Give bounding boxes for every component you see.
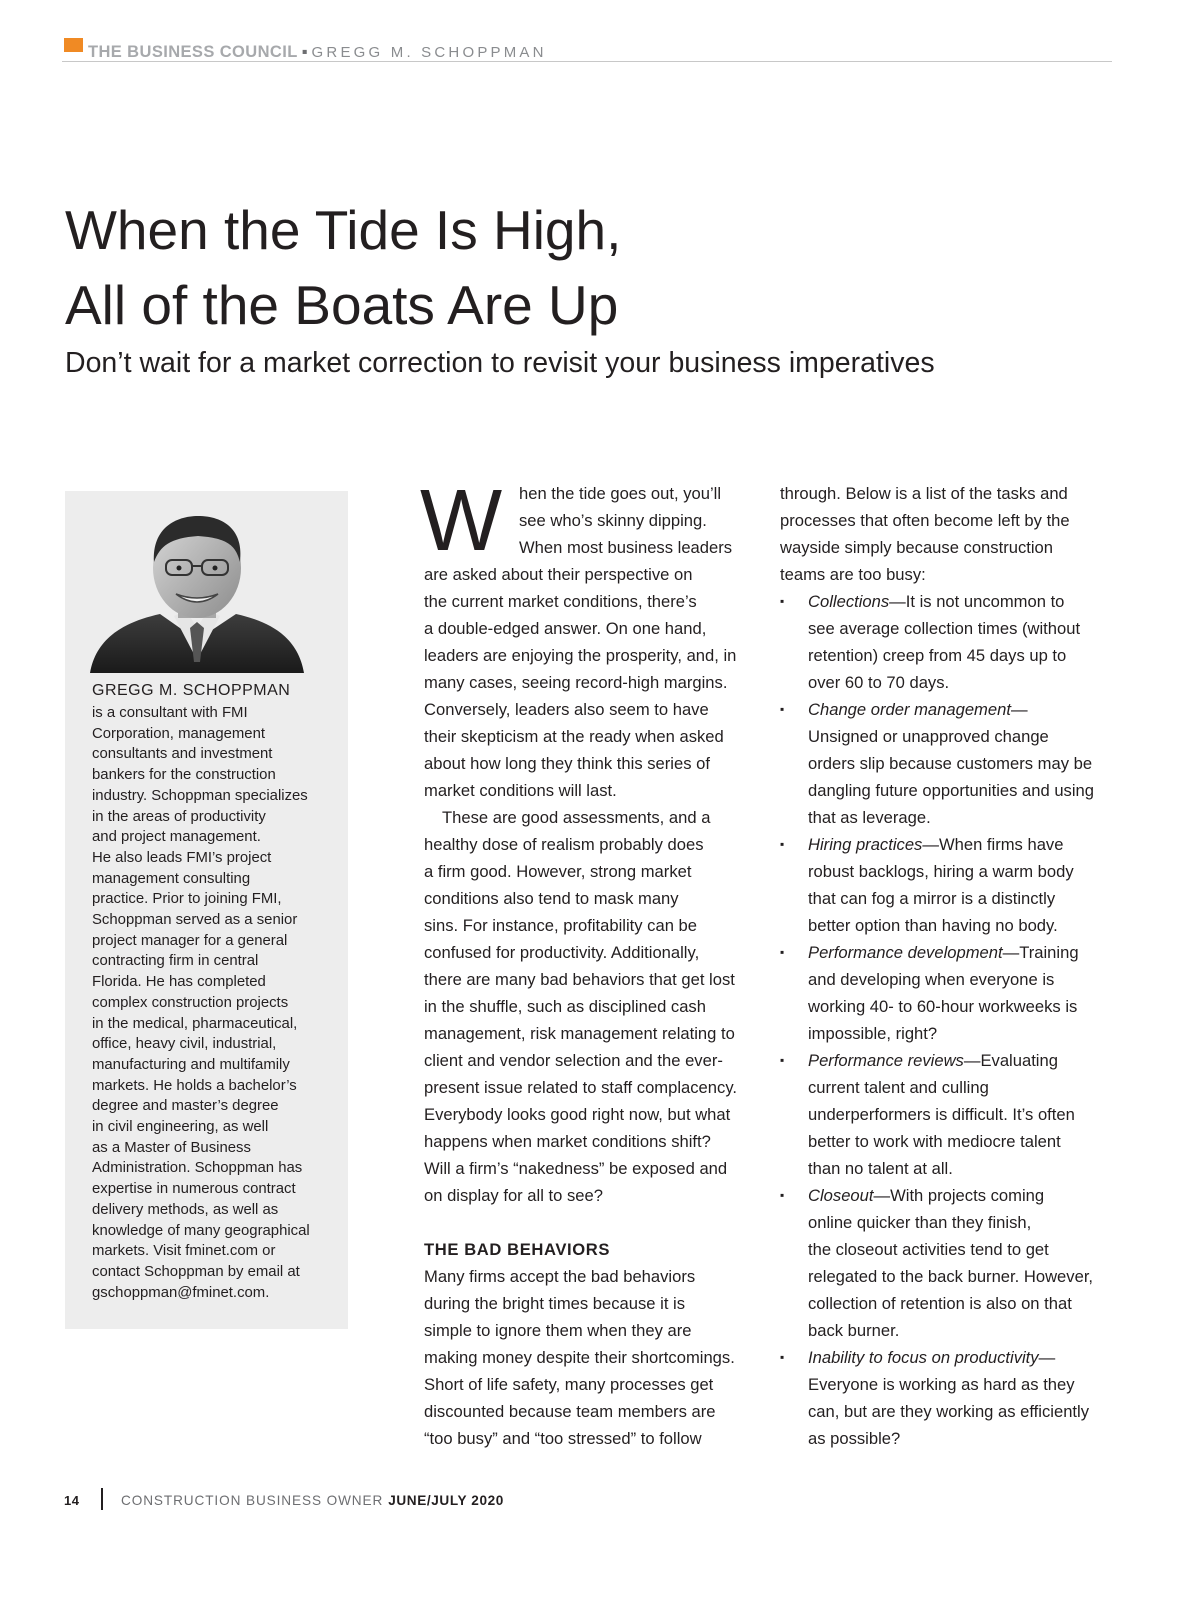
footer-publication <box>121 1493 504 1508</box>
spacer <box>424 1209 764 1236</box>
body-line: sins. For instance, profitability can be <box>424 916 698 935</box>
body-line: leaders are enjoying the prosperity, and, in <box>424 646 737 665</box>
bullet-continuation: back burner. <box>808 1321 900 1340</box>
bullet-text: —Training <box>1002 943 1079 962</box>
bullet-item <box>780 831 1120 858</box>
bullet-continuation: Unsigned or unapproved change <box>808 727 1049 746</box>
bullet-text: —It is not uncommon to <box>889 592 1065 611</box>
bio-line: markets. He holds a bachelor’s <box>92 1077 297 1094</box>
separator-glyph: ▪ <box>301 43 308 61</box>
body-line: teams are too busy: <box>780 565 926 584</box>
header-rule <box>62 61 1112 62</box>
bio-line: expertise in numerous contract <box>92 1181 296 1198</box>
body-line: conditions also tend to mask many <box>424 889 679 908</box>
bio-line: as a Master of Business <box>92 1139 251 1156</box>
bio-line: He also leads FMI’s project <box>92 849 272 866</box>
bullet-continuation: as possible? <box>808 1429 901 1448</box>
magazine-name: CONSTRUCTION BUSINESS OWNER <box>121 1493 384 1508</box>
bio-line: is a consultant with FMI <box>92 705 248 721</box>
bullet-text: —Evaluating <box>963 1051 1058 1070</box>
body-line: client and vendor selection and the ever- <box>424 1051 723 1070</box>
body-line: healthy dose of realism probably does <box>424 835 704 854</box>
bullet-continuation: that as leverage. <box>808 808 931 827</box>
author-portrait <box>90 510 304 673</box>
bullet-item <box>780 696 1120 723</box>
body-line: about how long they think this series of <box>424 754 710 773</box>
bullet-term: Closeout <box>808 1186 874 1205</box>
body-line: Everybody looks good right now, but what <box>424 1105 731 1124</box>
bio-author-name: GREGG M. SCHOPPMAN <box>92 682 291 699</box>
bullet-continuation: Everyone is working as hard as they <box>808 1375 1075 1394</box>
body-line: These are good assessments, and a <box>442 808 711 827</box>
bio-line: consultants and investment <box>92 746 273 763</box>
bullet-continuation: robust backlogs, hiring a warm body <box>808 862 1074 881</box>
body-line: Short of life safety, many processes get <box>424 1375 714 1394</box>
bio-line: delivery methods, as well as <box>92 1201 279 1218</box>
bullet-icon: ▪ <box>780 1350 785 1364</box>
bio-line: project manager for a general <box>92 932 288 949</box>
body-line: discounted because team members are <box>424 1402 716 1421</box>
bullet-icon: ▪ <box>780 594 785 608</box>
body-line: wayside simply because construction <box>780 538 1054 557</box>
bullet-continuation: underperformers is difficult. It’s often <box>808 1105 1075 1124</box>
body-line: there are many bad behaviors that get lost <box>424 970 735 989</box>
bullet-continuation: and developing when everyone is <box>808 970 1055 989</box>
article-subtitle: Don’t wait for a market correction to revisit your business imperatives <box>65 347 935 379</box>
bullet-item <box>780 1182 1120 1209</box>
issue-date: JUNE/JULY 2020 <box>388 1493 504 1508</box>
body-line: their skepticism at the ready when asked <box>424 727 724 746</box>
bullet-continuation: collection of retention is also on that <box>808 1294 1072 1313</box>
body-line: on display for all to see? <box>424 1186 603 1205</box>
bullet-text: — <box>1038 1348 1056 1367</box>
body-line: When most business leaders <box>519 538 733 557</box>
bio-line: Florida. He has completed <box>92 974 266 991</box>
section-heading: THE BAD BEHAVIORS <box>424 1240 610 1259</box>
body-line: a double-edged answer. On one hand, <box>424 619 707 638</box>
bullet-continuation: the closeout activities tend to get <box>808 1240 1049 1259</box>
bullet-continuation: retention) creep from 45 days up to <box>808 646 1067 665</box>
bio-line: complex construction projects <box>92 994 289 1011</box>
running-header <box>63 44 547 61</box>
body-line: simple to ignore them when they are <box>424 1321 692 1340</box>
bio-line: gschoppman@fminet.com. <box>92 1284 270 1301</box>
bio-line: bankers for the construction <box>92 767 276 784</box>
body-line: Will a firm’s “nakedness” be exposed and <box>424 1159 728 1178</box>
bullet-continuation: current talent and culling <box>808 1078 989 1097</box>
bio-line: knowledge of many geographical <box>92 1222 310 1239</box>
article-title <box>65 193 1065 343</box>
bullet-term: Hiring practices <box>808 835 923 854</box>
bullet-continuation: over 60 to 70 days. <box>808 673 950 692</box>
title-line-1: When the Tide Is High, <box>65 199 622 261</box>
bio-line: in the medical, pharmaceutical, <box>92 1015 298 1032</box>
bullet-text: —With projects coming <box>873 1186 1045 1205</box>
bullet-continuation: relegated to the back burner. However, <box>808 1267 1094 1286</box>
title-line-2: All of the Boats Are Up <box>65 274 619 336</box>
bullet-continuation: see average collection times (without <box>808 619 1081 638</box>
bullet-continuation: online quicker than they finish, <box>808 1213 1032 1232</box>
bio-line: office, heavy civil, industrial, <box>92 1036 277 1053</box>
bullet-icon: ▪ <box>780 1188 785 1202</box>
bullet-continuation: dangling future opportunities and using <box>808 781 1094 800</box>
bio-line: degree and master’s degree <box>92 1098 279 1115</box>
body-line: market conditions will last. <box>424 781 617 800</box>
bullet-term: Collections <box>808 592 890 611</box>
page-number: 14 <box>64 1493 80 1508</box>
body-line: Conversely, leaders also seem to have <box>424 700 709 719</box>
body-line: processes that often become left by the <box>780 511 1070 530</box>
bullet-item <box>780 588 1120 615</box>
body-column-2 <box>780 480 1120 1452</box>
bullet-icon: ▪ <box>780 837 785 851</box>
bio-line: contact Schoppman by email at <box>92 1263 300 1280</box>
bio-line: in the areas of productivity <box>92 808 266 825</box>
bullet-continuation: impossible, right? <box>808 1024 938 1043</box>
bio-line: contracting firm in central <box>92 953 259 970</box>
bullet-icon: ▪ <box>780 945 785 959</box>
bullet-continuation: than no talent at all. <box>808 1159 953 1178</box>
bullet-icon: ▪ <box>780 702 785 716</box>
drop-cap: W <box>420 472 503 569</box>
body-column-1 <box>424 480 764 1452</box>
bio-line: practice. Prior to joining FMI, <box>92 891 282 908</box>
bio-line: manufacturing and multifamily <box>92 1056 290 1073</box>
section-name: THE BUSINESS COUNCIL <box>88 43 298 61</box>
body-line: many cases, seeing record-high margins. <box>424 673 728 692</box>
body-line: present issue related to staff complacency. <box>424 1078 737 1097</box>
bio-line: Administration. Schoppman has <box>92 1160 303 1177</box>
bio-line: Corporation, management <box>92 725 265 742</box>
body-line: the current market conditions, there’s <box>424 592 697 611</box>
bio-line: management consulting <box>92 870 251 887</box>
body-line: a firm good. However, strong market <box>424 862 692 881</box>
footer-divider <box>101 1488 103 1510</box>
body-line: management, risk management relating to <box>424 1024 735 1043</box>
body-line: Many firms accept the bad behaviors <box>424 1267 696 1286</box>
bio-line: Schoppman served as a senior <box>92 912 298 929</box>
bullet-continuation: orders slip because customers may be <box>808 754 1093 773</box>
bio-line: markets. Visit fminet.com or <box>92 1243 276 1260</box>
body-line: are asked about their perspective on <box>424 565 693 584</box>
bullet-continuation: working 40- to 60-hour workweeks is <box>808 997 1078 1016</box>
bullet-term: Change order management <box>808 700 1011 719</box>
bullet-continuation: that can fog a mirror is a distinctly <box>808 889 1056 908</box>
body-line: during the bright times because it is <box>424 1294 686 1313</box>
body-line: confused for productivity. Additionally, <box>424 943 700 962</box>
bio-text <box>92 703 342 1303</box>
bullet-item <box>780 1047 1120 1074</box>
bullet-continuation: better to work with mediocre talent <box>808 1132 1061 1151</box>
bullet-item <box>780 939 1120 966</box>
bullet-text: —When firms have <box>922 835 1064 854</box>
bio-line: industry. Schoppman specializes <box>92 787 308 804</box>
body-line: “too busy” and “too stressed” to follow <box>424 1429 702 1448</box>
bullet-text: — <box>1010 700 1028 719</box>
bullet-continuation: can, but are they working as efficiently <box>808 1402 1090 1421</box>
body-line: through. Below is a list of the tasks and <box>780 484 1068 503</box>
header-author: GREGG M. SCHOPPMAN <box>311 44 547 61</box>
body-line: see who’s skinny dipping. <box>519 511 707 530</box>
bio-line: in civil engineering, as well <box>92 1119 269 1136</box>
body-line: in the shuffle, such as disciplined cash <box>424 997 706 1016</box>
bullet-term: Performance development <box>808 943 1003 962</box>
bullet-term: Performance reviews <box>808 1051 964 1070</box>
bio-line: and project management. <box>92 829 261 846</box>
bullet-icon: ▪ <box>780 1053 785 1067</box>
bullet-item <box>780 1344 1120 1371</box>
body-line: making money despite their shortcomings. <box>424 1348 735 1367</box>
body-line: happens when market conditions shift? <box>424 1132 711 1151</box>
bullet-continuation: better option than having no body. <box>808 916 1058 935</box>
bullet-term: Inability to focus on productivity <box>808 1348 1039 1367</box>
body-line: hen the tide goes out, you’ll <box>519 484 722 503</box>
